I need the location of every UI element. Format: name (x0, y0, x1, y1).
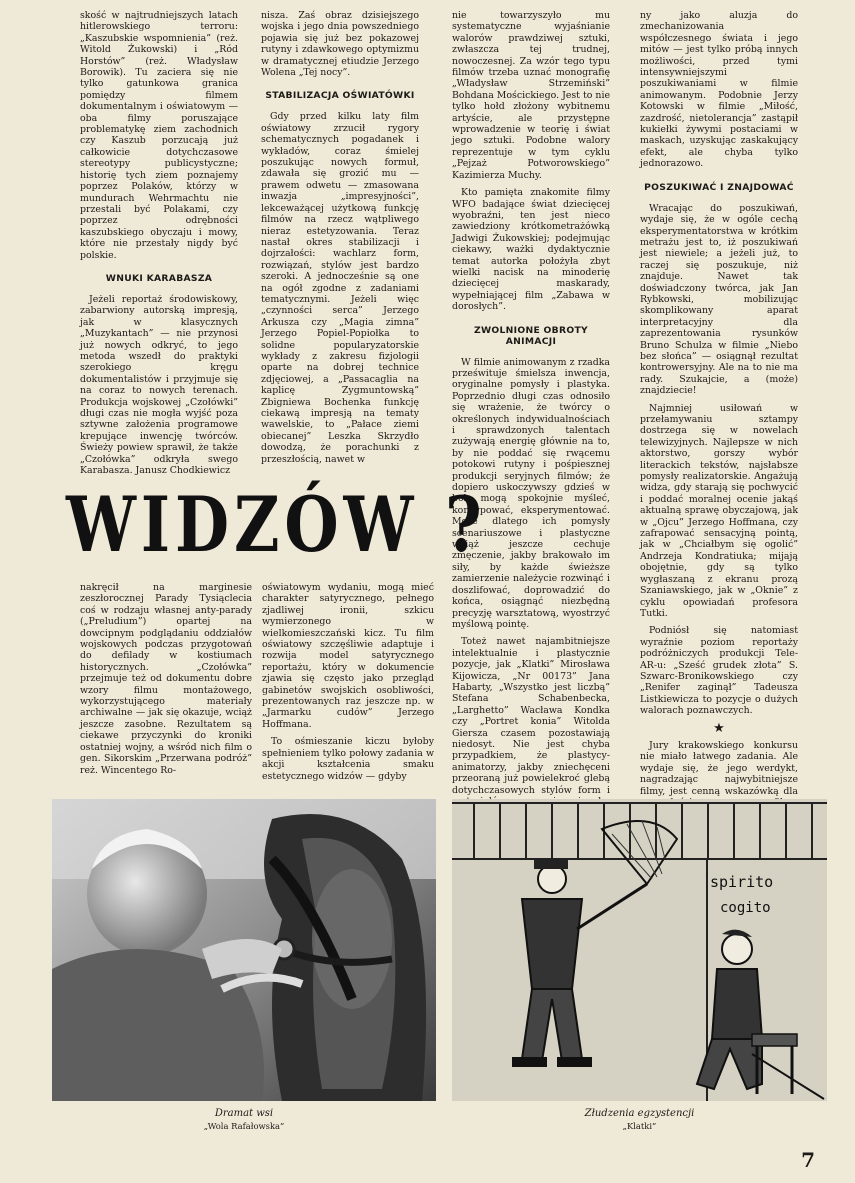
separator-star: ★ (713, 720, 725, 736)
cartoon-word-cogito: cogito (720, 900, 771, 916)
bottom-column-1 (80, 582, 252, 792)
paragraph: Jury krakowskiego konkursu nie miało łatwego zadania. Ale wydaje się, że jego werdykt, nagradzając najwybitniejsze filmy, jest cenną wskazówką dla (640, 739, 798, 797)
photo-caption-right (452, 1108, 827, 1131)
bottom-column-2 (262, 582, 434, 792)
column-2 (261, 10, 419, 471)
paragraph: Podniósł się natomiast wyraźnie poziom reportaży podróżniczych produkcji Tele-AR-u: „Sześć grudek złota” S. Szwarc-Bronikowskiego czy „Renifer zaginął” Tadeusza Listkiewicza to pozycje o dużych walorach poznawczych. (640, 625, 798, 717)
photo-caption-left (52, 1108, 436, 1131)
paragraph: Jeżeli reportaż środowiskowy, zabarwiony autorską impresją, jak w klasycznych „Muzykantach” — nie przynosi już nowych odkryć, to jego metoda wszedł do praktyki szerokiego kręgu dokumentalistów i przyjmuje się na coraz to nowych terenach. Produkcja wojskowej „Czołówki” długi czas nie mogła wyjść poza sztywne założenia programowe krepujące inwencję twórców. Świeży powiew sprawił, że także „Czołówka” odkryła swego Karabasza. Janusz Chodkiewicz (80, 293, 238, 477)
paragraph: ny jako aluzja do zmechanizowania współczesnego świata i jego mitów — jest tylko próbą innych możliwości, przed tymi intensywniejszymi poszukiwaniami w filmie animowanym. Podobnie Jerzy Kotowski w filmie „Miłość, zazdrość, nietolerancja” zastąpił kukiełki żywymi postaciami w maskach, uzyskując zaskakujący efekt, ale chyba tylko jednorazowo. (640, 10, 798, 170)
article-title: WIDZÓW ? (66, 480, 487, 569)
photo-cartoon-klatki (452, 799, 827, 1101)
caption-film: „Wola Rafałowska” (203, 1121, 285, 1131)
caption-title: Dramat wsi (214, 1108, 274, 1119)
column-3 (452, 10, 610, 818)
caption-film: „Klatki” (622, 1121, 657, 1131)
page-number: 7 (801, 1148, 815, 1172)
section-heading: STABILIZACJA OŚWIATÓWKI (265, 90, 415, 102)
photo-cartoon-klatki-image (452, 799, 827, 1101)
photo-village-drama-image (52, 799, 436, 1101)
paragraph: W filmie animowanym z rzadka prześwituje śmielsza inwencja, oryginalne pomysły i plastyka. Poprzednio długi czas odnosiło się wrażenie, że twórcy o określonych indywidualnościach i sprawdzonych talentach zużywają energię głównie na to, by nie poddać się rwącemu potokowi rutyny i pośpiesznej produkcji seryjnych filmów; że dopiero uskoczywszy gdzieś w bok mogą spokojnie myśleć, koncypować, eksperymentować. Może dlatego ich pomysły scenariuszowe i plastyczne wciąż jeszcze cechuje zmęczenie, jakby brakowało im siły, by każde świeższe zamierzenie należycie rozwinąć i doszlifować, doprowadzić do końca, osiągnąć niezbędną precyzję warsztatową, wyostrzyć myślową pointę. (452, 356, 610, 630)
paragraph: Kto pamięta znakomite filmy WFO badające świat dziecięcej wyobraźni, ten jest nieco zawiedziony krótkometrażówką Jadwigi Żukowskiej; podejmując ciekawy, ważki dydaktycznie temat autorka położyła zbyt wielki nacisk na minoderię dziecięcej maskarady, wypełniającej film „Zabawa w dorosłych”. (452, 187, 610, 313)
section-heading: ZWOLNIONE OBROTY ANIMACJI (474, 324, 588, 347)
paragraph: skość w najtrudniejszych latach hitlerowskiego terroru: „Kaszubskie wspomnienia” (reż. Witold Żukowski) i „Ród Horstów” (reż. Władysław Borowik). Tu zaciera się nie tylko gatunkowa granica pomiędzy filmem dokumentalnym i oświatowym — oba filmy poruszające problematykę ziem zachodnich czy Kaszub porzucają już całkowicie dotychczasowe stereotypy publicystyczne; historię tych ziem poznajemy poprzez Polaków, którzy w mundurach Wehrmachtu nie przestali być Polakami, czy poprzez odrębności kaszubskiego obyczaju i mowy, które nie przestały nigdy być polskie. (80, 10, 238, 261)
paragraph: Najmniej usiłowań w przełamywaniu sztampy dostrzega się w nowelach telewizyjnych. Najlepsze w nich aktorstwo, gorszy wybór literackich tekstów, najsłabsze pomysły realizatorskie. Angażują widza, gdy starają się pochwycić i poddać moralnej ocenie jakąś aktualną sprawę obyczajową, jak w „Ojcu” Jerzego Hoffmana, czy zafrapować sensacyjną pointą, jak w „Chciałbym się ogolić” Andrzeja Kondratiuka; mijają obojętnie, gdy są tylko wygłaszaną z ekranu prozą Szaniawskiego, jak w „Oknie” z cyklu opowiadań profesora Tutki. (640, 402, 798, 619)
caption-title: Złudzenia egzystencji (584, 1108, 695, 1119)
paragraph: nie towarzyszyło mu systematyczne wyjaśnianie walorów prawdziwej sztuki, zwłaszcza tej trudnej, nowoczesnej. Za wzór tego typu filmów trzeba uznać monografię „Władysław Strzemiński” Bohdana Mościckiego. Jest to nie tylko hołd złożony wybitnemu artyście, ale przystępne wprowadzenie w teorię i świat jego sztuki. Podobne walory reprezentuje w tym cyklu „Pejzaż Potworowskiego” Kazimierza Muchy. (452, 10, 610, 181)
paragraph: Wracając do poszukiwań, wydaje się, że w ogóle cechą eksperymentatorstwa w krótkim metrażu jest to, iż poszukiwań jest niewiele; a jeżeli już, to raczej się poszukuje, niż znajduje. Nawet tak doświadczony twórca, jak Jan Rybkowski, mobilizując skomplikowany aparat interpretacyjny dla zaprezentowania rysunków Bruno Schulza w filmie „Niebo bez słońca” — osiągnął rezultat kontrowersyjny. Ale na to nie ma rady. Szukajcie, a (może) znajdziecie! (640, 202, 798, 397)
paragraph: nisza. Zaś obraz dzisiejszego wojska i jego dnia powszedniego pojawia się już bez pokazowej rutyny i zdawkowego optymizmu w dramatycznej etiudzie Jerzego Wolena „Tej nocy”. (261, 10, 419, 79)
section-heading: POSZUKIWAĆ I ZNAJDOWAĆ (644, 181, 794, 193)
paragraph: oświatowym wydaniu, mogą mieć charakter satyrycznego, pełnego zjadliwej ironii, szkicu wymierzonego w wielkomieszczański kicz. Tu film oświatowy szczęśliwie adaptuje i rozwija model satyrycznego reportażu, który w dokumencie zjawia się często jako przegląd gabinetów swojskich osobliwości, prezentowanych raz jeszcze np. w „Jarmarku cudów” Jerzego Hoffmana. (262, 582, 434, 730)
paragraph: Gdy przed kilku laty film oświatowy zrzucił rygory schematycznych pogadanek i wykładów, coraz śmielej poszukując nowych formuł, zdawała się grozić mu — prawem odwetu — zmasowana inwazja „impresyjności”, lekceważącej użytkową funkcję filmów na rzecz wątpliwego nieraz estetyzowania. Teraz nastał okres stabilizacji i dojrzałości: wachlarz form, rozwiązań, stylów jest bardzo szeroki. A jednocześnie są one na ogół zgodne z zadaniami tematycznymi. Jeżeli więc „czynności serca” Jerzego Arkusza czy „Magia zimna” Jerzego Popiel-Popiołka to solidne popularyzatorskie wykłady z zakresu fizjologii oparte na dobrej technice zdjęciowej, a „Passacaglia na kaplicę Zygmuntowską” Zbigniewa Bochenka funkcję ciekawą impresją na tematy wawelskie, to „Pałace ziemi obiecanej” Leszka Skrzydło dowodzą, że porachunki z przeszłością, nawet w (261, 111, 419, 465)
photo-village-drama (52, 799, 436, 1101)
column-1 (80, 10, 238, 482)
section-heading: WNUKI KARABASZA (105, 272, 213, 284)
paragraph: To ośmieszanie kiczu byłoby spełnieniem tylko połowy zadania w akcji kształcenia smaku estetycznego widzów — gdyby (262, 736, 434, 782)
cartoon-word-spirito: spirito (710, 873, 774, 891)
paragraph: nakręcił na marginesie zeszłorocznej Parady Tysiąclecia coś w rodzaju własnej anty-parady („Preludium”) opartej na dowcipnym podglądaniu oddziałów wojskowych podczas przygotowań do defilady w kostiumach historycznych. „Czołówka” przejmuje też od dokumentu dobre wzory filmu montażowego, wykorzystującego materiały archiwalne — jak się okazuje, wciąż jeszcze zasobne. Rezultatem są ciekawe przyczynki do kroniki ostatniej wojny, a wśród nich film o gen. Sikorskim „Przerwana podróż” reż. Wincentego Ro- (80, 582, 252, 776)
paragraph: Toteż nawet najambitniejsze intelektualnie i plastycznie pozycje, jak „Klatki” Mirosława Kijowicza, „Nr 00173” Jana Habarty, „Wszystko jest liczbą” Stefana Schabenbecka, „Larghetto” Wacława Kondka czy „Portret konia” Witolda Giersza czasem pozostawiają niedosyt. Nie jest chyba przypadkiem, że plastycy-animatorzy, jakby zniechęceni przeoraną już powielekroć glebą dotychczasowych stylów form i (452, 636, 610, 796)
column-4 (640, 10, 798, 797)
